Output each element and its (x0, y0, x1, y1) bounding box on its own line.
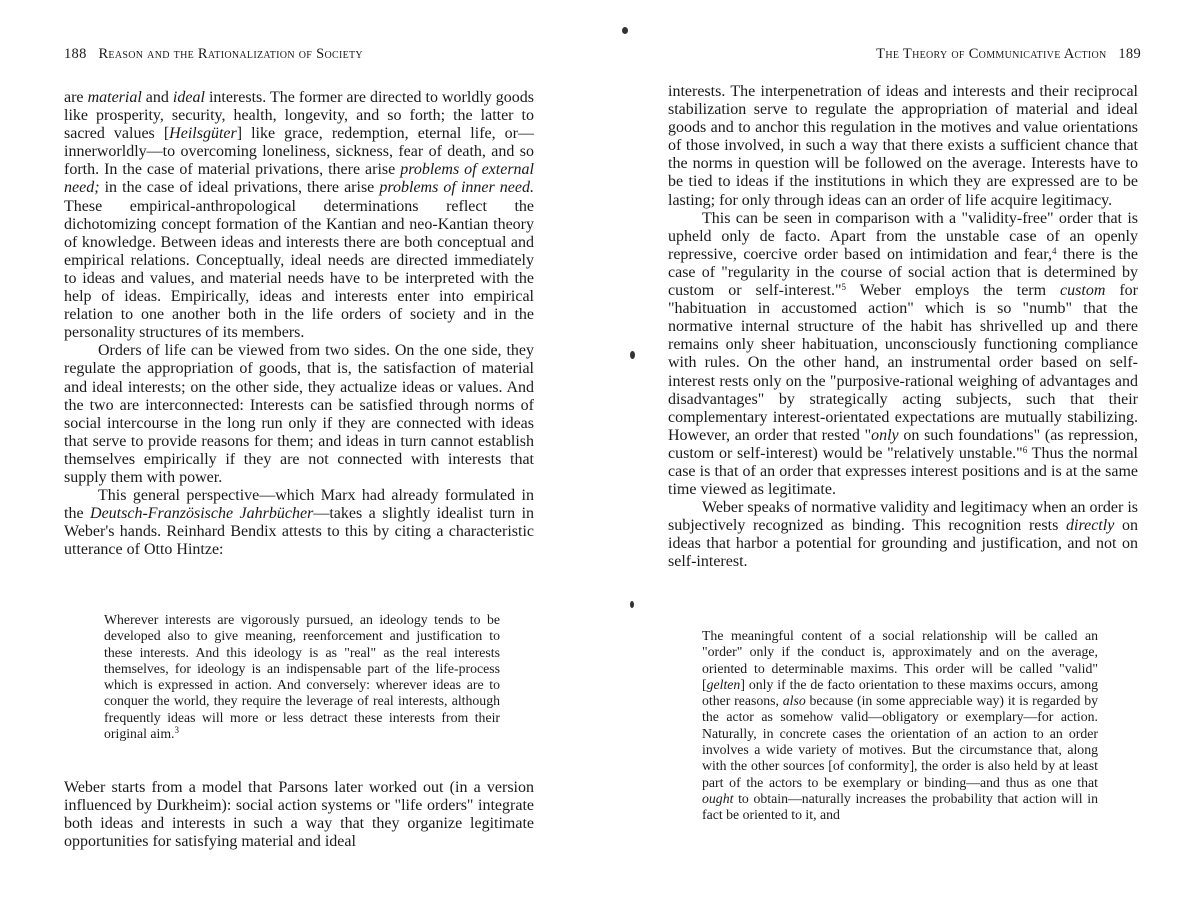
italic-text: directly (1066, 517, 1115, 535)
left-body-text (64, 89, 534, 559)
footnote-marker: 5 (841, 282, 847, 293)
footnote-marker: 4 (1051, 245, 1057, 256)
text-run: on ideas that harbor a potential for grounding and justification, and not on self-interest. (668, 517, 1139, 571)
text-run: —takes a slightly idealist turn in Weber's hands. Reinhard Bendix attests to this by citing a characteristic utterance of Otto Hintze: (64, 505, 535, 559)
right-page (600, 0, 1199, 899)
text-run: Weber speaks of normative validity and legitimacy when an order is subjectively recognized as binding. This recognition rests (668, 499, 1138, 535)
text-run: ] like grace, redemption, eternal life, or—innerworldly—to overcoming loneliness, sickness, fear of death, and so forth. In the case of material privations, there arise (64, 125, 535, 179)
left-closing-text (64, 779, 534, 851)
italic-text: material (87, 89, 142, 106)
italic-text: ideal (172, 89, 205, 106)
text-run: interests. The interpenetration of ideas and interests and their reciprocal stabilization serve to regulate the appropriation of material and ideal goods and to anchor this regulation in the motives and value orientations of those involved, in such a way that there exists a sufficient chance that the norms in question will be followed on the average. Interests have to be tied to ideas if the institutions in which they are expressed are to be lasting; for only through ideas can an order of life acquire legitimacy. (668, 83, 1138, 209)
text-run: are (64, 89, 88, 106)
right-block-quote (702, 628, 1098, 824)
left-page-number: 188 (64, 46, 87, 62)
italic-text: Deutsch-Französische Jahrbücher (90, 505, 314, 523)
left-paragraph-1 (64, 89, 534, 342)
text-run: Weber starts from a model that Parsons later worked out (in a version influenced by Durkheim): social action systems or "life orders" integrate both ideas and interests in such a way that they organize legitimate opportunities for satisfying material and ideal (64, 779, 534, 851)
italic-text: Heilsgüter (169, 125, 237, 143)
left-block-quote (104, 612, 500, 742)
footnote-marker: 6 (1022, 444, 1028, 455)
text-run: Wherever interests are vigorously pursued, an ideology tends to be developed also to give meaning, reenforcement and justification to these interests. And this ideology is as "real" as the real interests themselves, for ideology is an indispensable part of the life-process which is expressed in action. And conversely: wherever ideas are to conquer the world, they require the leverage of real interests, although frequently ideas will more or less detract these interests from their original aim. (104, 612, 500, 742)
left-paragraph-4 (64, 779, 534, 851)
text-run: because (in some appreciable way) it is regarded by the actor as somehow valid—obligatory or exemplary—for action. Naturally, in concrete cases the orientation of an action to an order involves a wide variety of motives. But the circumstance that, along with the other sources [of conformity], the order is also held by at least part of the actors to be exemplary or binding—and thus as one that (702, 693, 1098, 790)
scan-speck (630, 601, 634, 608)
text-run: ] only if the de facto orientation to these maxims occurs, among other reasons, (702, 676, 1098, 709)
right-page-number: 189 (1118, 46, 1141, 62)
italic-text: gelten (706, 676, 741, 692)
right-paragraph-1 (668, 83, 1138, 210)
text-run: Orders of life can be viewed from two sides. On the one side, they regulate the appropriation of goods, that is, the satisfaction of material and ideal interests; on the other side, they actualize ideas or values. And the two are interconnected: Interests can be satisfied through norms of social intercourse in the long run only if they are connected with ideas that serve to provide reasons for them; and ideas in turn cannot establish themselves empirically if they are not connected with interests that supply them with power. (64, 342, 534, 486)
right-quote-text (702, 628, 1098, 824)
text-run: Weber employs the term (846, 282, 1061, 300)
right-paragraph-3 (668, 499, 1138, 571)
left-page-header (64, 46, 363, 63)
right-running-title: The Theory of Communicative Action (876, 46, 1107, 62)
text-run: Thus the normal case is that of an order that expresses interest positions and is at the same time viewed as legitimate. (668, 444, 1139, 499)
italic-text: ought (702, 790, 734, 806)
scan-speck (630, 351, 635, 359)
footnote-marker: 3 (174, 725, 180, 736)
text-run: in the case of ideal privations, there arise (99, 179, 380, 197)
text-run: This can be seen in comparison with a "validity-free" order that is upheld only de facto. Apart from the unstable case of an openly repressive, coercive order based on intimidation and fear, (668, 209, 1138, 263)
italic-text: problems of external need; (64, 161, 535, 197)
italic-text: only (871, 426, 899, 444)
left-quote-text (104, 612, 500, 742)
text-run: there is the case of "regularity in the course of social action that is determined by custom or self-interest." (668, 245, 1138, 300)
text-run: These empirical-anthropological determinations reflect the dichotomizing concept formation of the Kantian and neo-Kantian theory of knowledge. Between ideas and interests there are both conceptual and empirical relations. Conceptually, ideal needs are directed immediately to ideas and values, and material needs have to be interpreted with the help of ideas. Empirically, ideas and interests enter into empirical relation to one another both in the life orders of society and in the personality structures of its members. (64, 197, 534, 342)
italic-text: also (782, 693, 806, 709)
text-run: and (141, 89, 173, 106)
right-page-header (876, 46, 1141, 63)
text-run: for "habituation in accustomed action" which is so "numb" that the normative internal structure of the habit has shrivelled up and there remains only sheer habituation, unconsciously functioning compliance with rules. On the other hand, an instrumental order based on self-interest rests only on the "purposive-rational weighing of advantages and disadvantages" by strategically acting subjects, such that their complementary interest-orientated expectations are mutually stabilizing. However, an order that rested " (668, 282, 1138, 444)
text-run: on such foundations" (as repression, custom or self-interest) would be "relatively unstable." (668, 426, 1138, 462)
italic-text: custom (1060, 282, 1106, 300)
left-running-title: Reason and the Rationalization of Society (98, 46, 363, 62)
text-run: This general perspective—which Marx had already formulated in the (64, 487, 534, 523)
text-run: interests. The former are directed to worldly goods like prosperity, security, health, longevity, and so forth; the latter to sacred values [ (64, 89, 535, 143)
text-run: The meaningful content of a social relationship will be called an "order" only if the conduct is, approximately and on the average, oriented to determinable maxims. This order will be called "valid" [ (702, 628, 1098, 692)
scan-speck (622, 27, 628, 34)
right-paragraph-2 (668, 210, 1138, 500)
italic-text: problems of inner need. (379, 179, 534, 197)
left-paragraph-2 (64, 342, 534, 487)
right-body-text (668, 83, 1138, 572)
text-run: to obtain—naturally increases the probability that action will in fact be oriented to it, and (702, 790, 1098, 823)
left-paragraph-3 (64, 487, 534, 559)
